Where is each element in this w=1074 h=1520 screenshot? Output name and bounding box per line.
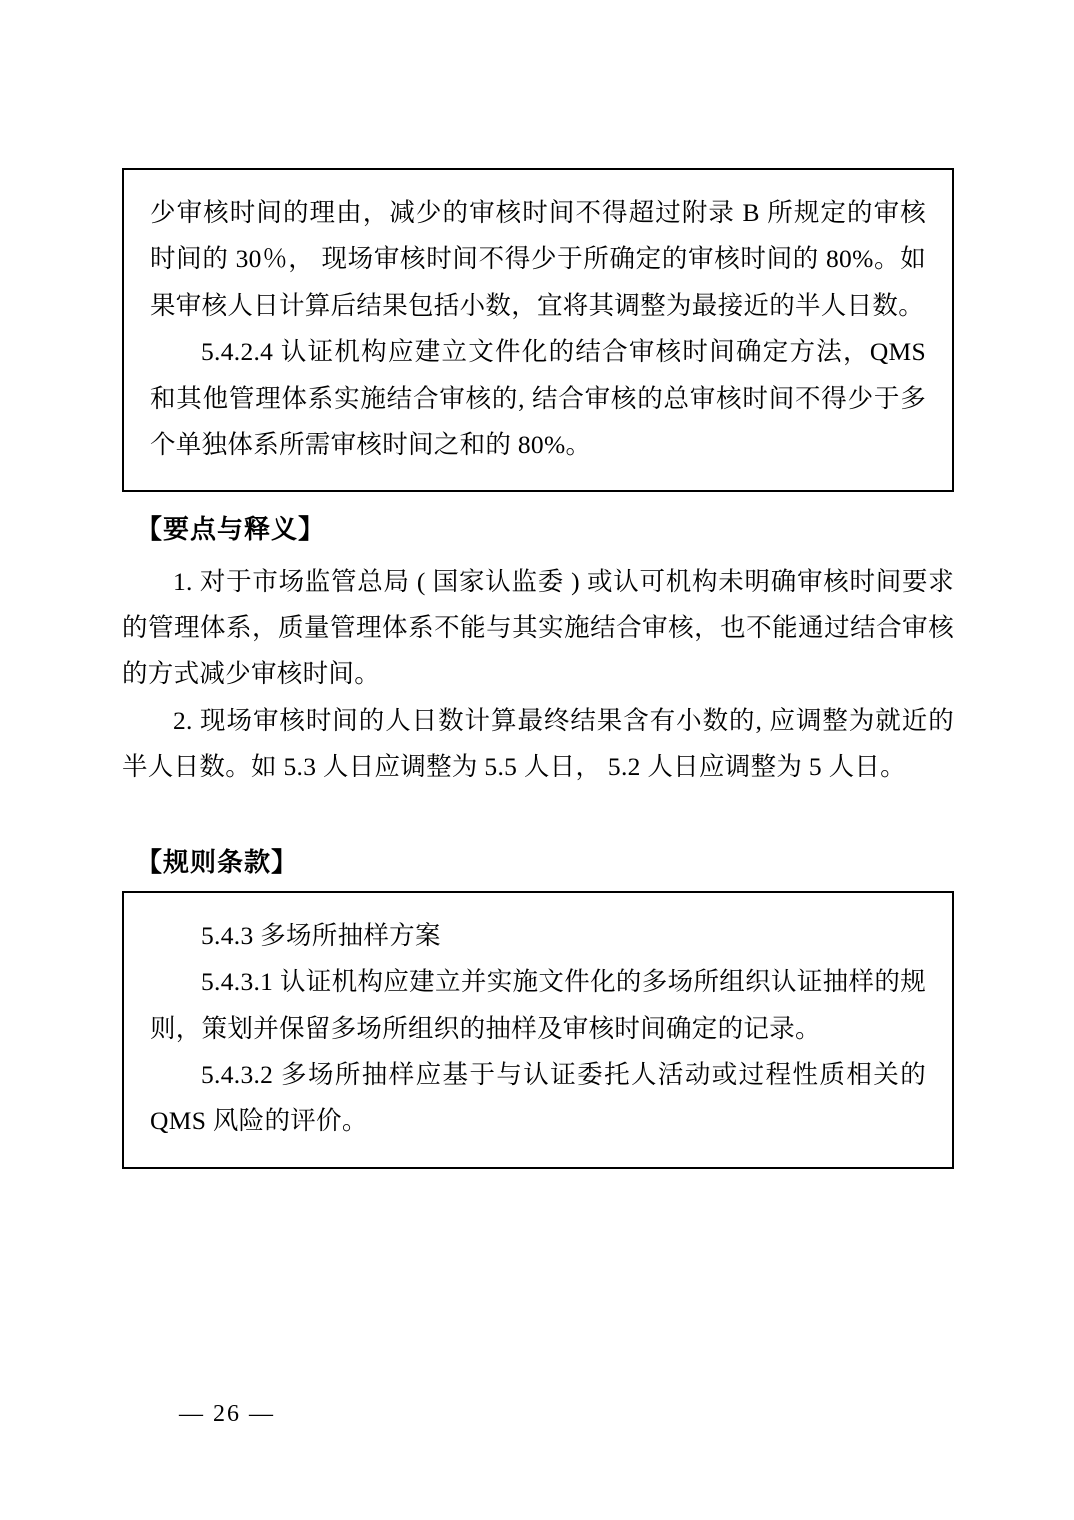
rule-paragraph-5-4-3-1: 5.4.3.1 认证机构应建立并实施文件化的多场所组织认证抽样的规则，策划并保留多场所组织的抽样及审核时间确定的记录。 (150, 967, 926, 1043)
rule-title-5-4-3: 5.4.3 多场所抽样方案 (201, 920, 441, 950)
key-points-block (122, 559, 954, 791)
heading-key-points: 【要点与释义】 (136, 515, 326, 545)
heading-rule-clause: 【规则条款】 (136, 847, 299, 877)
page-number (0, 1401, 1074, 1428)
rule-paragraph-5-4-2-4: 5.4.2.4 认证机构应建立文件化的结合审核时间确定方法，QMS 和其他管理体系实施结合审核的, 结合审核的总审核时间不得少于多个单独体系所需审核时间之和的 80%。 (150, 337, 926, 460)
key-point-1: 1. 对于市场监管总局 ( 国家认监委 ) 或认可机构未明确审核时间要求的管理体系，质量管理体系不能与其实施结合审核，也不能通过结合审核的方式减少审核时间。 (122, 566, 954, 689)
rule-box-bottom (122, 891, 954, 1169)
block-spacer (122, 791, 954, 825)
page-number-label: — 26 — (179, 1401, 275, 1427)
rule-box-top (122, 168, 954, 492)
rule-paragraph-5-4-3-2: 5.4.3.2 多场所抽样应基于与认证委托人活动或过程性质相关的 QMS 风险的评价。 (150, 1060, 926, 1136)
rule-paragraph-continued: 少审核时间的理由，减少的审核时间不得超过附录 B 所规定的审核时间的 30％， 现场审核时间不得少于所确定的审核时间的 80%。如果审核人日计算后结果包括小数，宜将其调整为最接近的半人日数。 (150, 198, 926, 320)
key-point-2: 2. 现场审核时间的人日数计算最终结果含有小数的, 应调整为就近的半人日数。如 5.3 人日应调整为 5.5 人日， 5.2 人日应调整为 5 人日。 (122, 705, 954, 782)
page-content (122, 168, 954, 1169)
